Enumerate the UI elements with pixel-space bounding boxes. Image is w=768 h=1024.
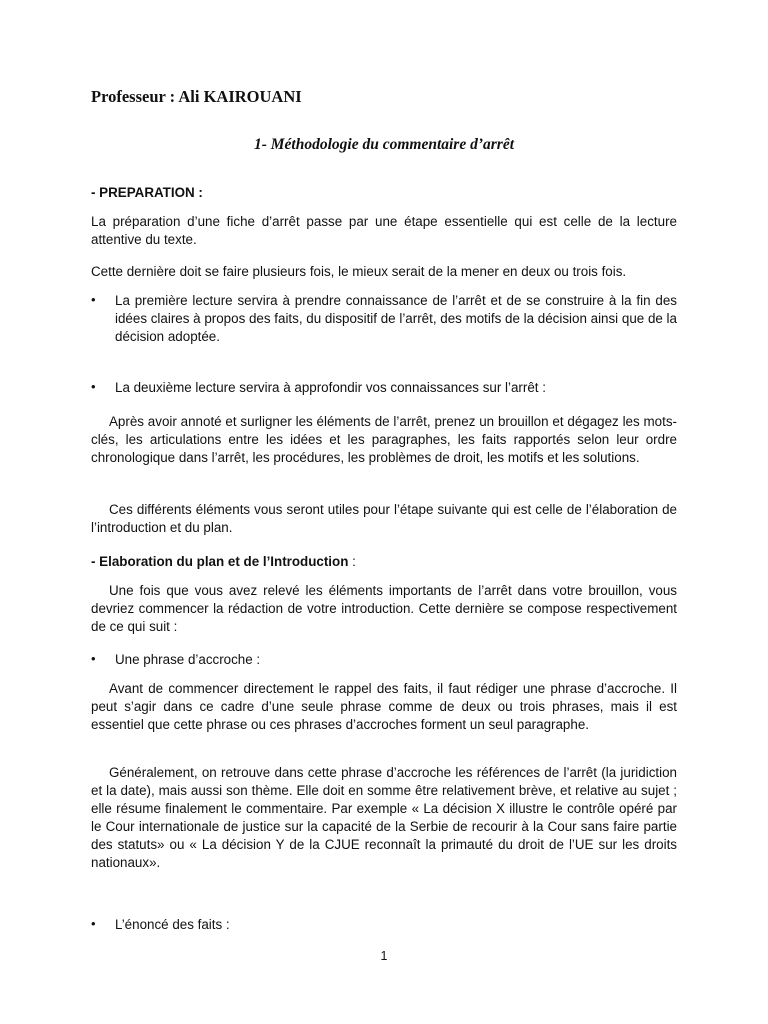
elaboration-paragraph-1: Une fois que vous avez relevé les éléments importants de l’arrêt dans votre brouillon, vous devriez commencer la rédaction de votre introduction. Cette dernière se compose respectivement de ce qui suit : xyxy=(91,583,677,634)
elaboration-heading: - Elaboration du plan et de l’Introduction xyxy=(91,554,349,569)
document-title: 1- Méthodologie du commentaire d’arrêt xyxy=(253,136,515,153)
first-reading-bullet: La première lecture servira à prendre connaissance de l’arrêt et de se construire à la fin des idées claires à propos des faits, du dispositif de l’arrêt, des motifs de la décision ainsi que de la décision adoptée. xyxy=(115,293,677,344)
preparation-paragraph-1: La préparation d’une fiche d’arrêt passe par une étape essentielle qui est celle de la lecture attentive du texte. xyxy=(91,214,677,247)
elaboration-paragraph-2: Avant de commencer directement le rappel des faits, il faut rédiger une phrase d’accroche. Il peut s’agir dans ce cadre d’une seule phrase comme de deux ou trois phrases, mais il est essentiel que cette phrase ou ces phrases d’accroches forment un seul paragraphe. xyxy=(91,681,677,732)
page-number: 1 xyxy=(380,949,388,963)
elaboration-heading-line xyxy=(91,553,677,571)
preparation-paragraph-3: Après avoir annoté et surligner les éléments de l’arrêt, prenez un brouillon et dégagez les mots-clés, les articulations entre les idées et les paragraphes, les faits rapportés selon leur ordre chronologique dans l’arrêt, les procédures, les problèmes de droit, les motifs et les solutions. xyxy=(91,414,677,465)
facts-statement-bullet: L’énoncé des faits : xyxy=(115,917,230,932)
elaboration-heading-suffix: : xyxy=(348,554,356,569)
preparation-heading: - PREPARATION : xyxy=(91,185,203,200)
second-reading-bullet: La deuxième lecture servira à approfondir vos connaissances sur l’arrêt : xyxy=(115,380,546,395)
bullet-icon xyxy=(91,379,101,394)
preparation-paragraph-4: Ces différents éléments vous seront utiles pour l’étape suivante qui est celle de l’élaboration de l’introduction et du plan. xyxy=(91,502,677,535)
preparation-paragraph-2: Cette dernière doit se faire plusieurs fois, le mieux serait de la mener en deux ou trois fois. xyxy=(91,264,627,279)
bullet-icon xyxy=(91,292,101,307)
hook-sentence-bullet: Une phrase d’accroche : xyxy=(115,652,261,667)
bullet-icon xyxy=(91,916,101,931)
elaboration-paragraph-3: Généralement, on retrouve dans cette phrase d’accroche les références de l’arrêt (la juridiction et la date), mais aussi son thème. Elle doit en somme être relativement brève, et relative au sujet ; elle résume finalement le commentaire. Par exemple « La décision X illustre le contrôle opéré par le Cour internationale de justice sur la capacité de la Serbie de recourir à la Cour sans faire partie des statuts» ou « La décision Y de la CJUE reconnaît la primauté du droit de l’UE sur les droits nationaux». xyxy=(91,765,677,870)
bullet-icon xyxy=(91,651,101,666)
professor-name: Professeur : Ali KAIROUANI xyxy=(91,87,302,106)
